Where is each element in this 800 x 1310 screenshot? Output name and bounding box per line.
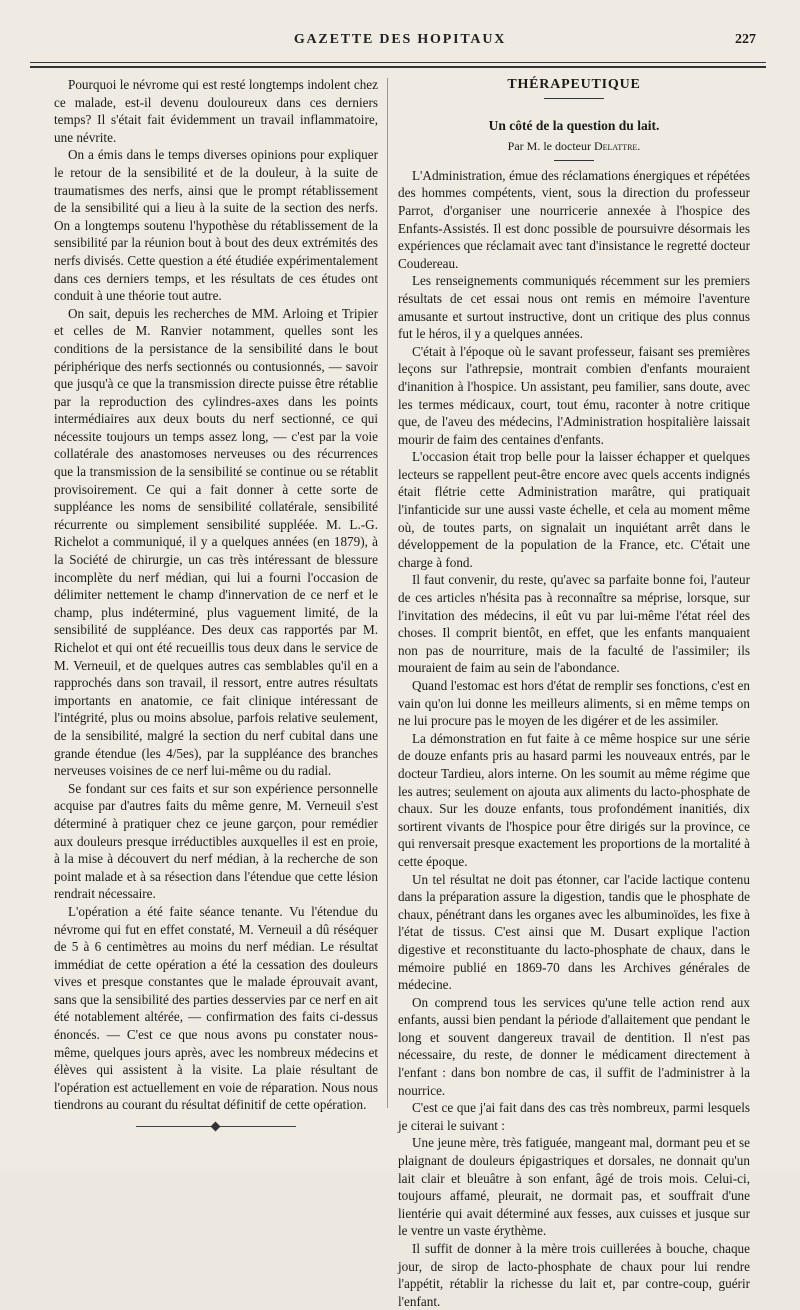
byline: [398, 138, 750, 156]
left-paragraph-2: On a émis dans le temps diverses opinions pour expliquer le retour de la sensibilité et de la douleur, à la suite de traumatismes des nerfs, ainsi que le prompt rétablissement de la sensibilité qui a lieu à la suite de la section des nerfs. On a longtemps soutenu l'hypothèse du rétablissement de la sensibilité par la réunion bout à bout des deux extrémités des nerfs divisés. Cette question a été étudiée expérimentalement dans ces derniers temps, et les résultats de ces études ont conduit à une théorie tout autre.: [54, 147, 378, 304]
right-paragraph-5: Il faut convenir, du reste, qu'avec sa parfaite bonne foi, l'auteur de ces articles n'hésita pas à reconnaître sa méprise, lorsque, sur l'invitation des médecins, il eût vu par lui-même l'état réel des choses. Il comprit bientôt, en effet, que les enfants manquaient non pas de nourriture, mais de la faculté de l'assimiler; ils mouraient de faim au sein de l'abondance.: [398, 572, 750, 676]
right-paragraph-9: On comprend tous les services qu'une telle action rend aux enfants, aussi bien pendant la période d'allaitement que pendant le long et souvent dangereux travail de dentition. Il n'est pas nécessaire, du reste, de donner le médicament directement à l'enfant : dans bon nombre de cas, il suffit de l'administrer à la nourrice.: [398, 994, 750, 1098]
section-title-rule: [544, 98, 604, 99]
left-column: [54, 76, 378, 1131]
right-paragraph-8: Un tel résultat ne doit pas étonner, car l'acide lactique contenu dans la préparation assure la digestion, tandis que le phosphate de chaux, pénétrant dans les organes avec les albuminoïdes, les fixe à l'état de tissus. C'est ainsi que M. Dusart explique l'action digestive et reconstituante du lacto-phosphate de chaux, dans le mémoire publié en 1869-70 dans les Archives générales de médecine.: [398, 871, 750, 993]
right-paragraph-11: Une jeune mère, très fatiguée, mangeant mal, dormant peu et se plaignant de douleurs épigastriques et dorsales, ne donnait qu'un lait clair et bleuâtre à son enfant, âgé de trois mois. Celui-ci, toujours affamé, pleurait, ne dormait pas, et souffrait d'une lientérie qui avait déterminé aux fesses, aux cuisses et jusque sur le ventre un vaste érythème.: [398, 1135, 750, 1239]
page-number: 227: [735, 32, 756, 47]
journal-title: GAZETTE DES HOPITAUX: [293, 32, 507, 47]
right-column: [398, 76, 750, 1310]
right-paragraph-10: C'est ce que j'ai fait dans des cas très nombreux, parmi lesquels je citerai le suivant :: [398, 1100, 750, 1133]
header-rule: [30, 62, 766, 68]
article-end-ornament: [136, 1126, 296, 1131]
right-paragraph-6: Quand l'estomac est hors d'état de remplir ses fonctions, c'est en vain qu'on lui donne les meilleurs aliments, si en même temps on ne lui procure pas le moyen de les digérer et de les assimiler.: [398, 678, 750, 729]
byline-rule: [554, 160, 594, 161]
article-title: Un côté de la question du lait.: [488, 117, 660, 133]
left-paragraph-4: Se fondant sur ces faits et sur son expérience personnelle acquise par d'autres faits du même genre, M. Verneuil s'est déterminé à pratiquer chez ce jeune garçon, pour remédier aux douleurs presque irréductibles auxquelles il est en proie, à la mise à découvert du nerf médian, à la recherche de son point malade et à sa résection dans l'étendue que cette lésion rendrait nécessaire.: [54, 780, 378, 902]
right-paragraph-7: La démonstration en fut faite à ce même hospice sur une série de douze enfants pris au hasard parmi les nouveaux entrés, par le docteur Tardieu, alors interne. On les soumit au même régime que les autres; seulement on ajouta aux aliments du lacto-phosphate de chaux. Sur les douze enfants, tous profondément inanitiés, dix sortirent vivants de l'hospice pour être dirigés sur la province, ce qui renversait presque exactement les proportions de la mortalité à cette époque.: [398, 730, 750, 869]
author-name: Delattre.: [593, 139, 641, 154]
right-paragraph-3: C'était à l'époque où le savant professeur, faisant ses premières leçons sur l'athrepsie, montrait combien d'enfants mouraient d'inanition à l'hospice. Un assistant, peu familier, sans doute, avec les termes médicaux, court, tout ému, raconter à notre critique que, de l'aveu des médecins, l'Administration hospitalière laissait mourir de faim des centaines d'enfants.: [398, 343, 750, 447]
page-header: [34, 30, 766, 52]
right-paragraph-12: Il suffit de donner à la mère trois cuillerées à bouche, chaque jour, de sirop de lacto-phosphate de chaux pour lui rendre l'appétit, rétablir la richesse du lait et, par contre-coup, guérir l'enfant.: [398, 1241, 750, 1309]
right-paragraph-1: L'Administration, émue des réclamations énergiques et répétées des hommes compétents, vient, sous la direction du professeur Parrot, d'organiser une nourricerie annexée à l'hospice des Enfants-Assistés. Il est donc possible de poursuivre désormais les expériences que réclamait avec tant d'insistance le regretté docteur Coudereau.: [398, 167, 750, 271]
left-paragraph-3: On sait, depuis les recherches de MM. Arloing et Tripier et celles de M. Ranvier notamment, quelles sont les conditions de la persistance de la sensibilité dans le bout périphérique des nerfs sectionnés ou contusionnés, — savoir que jusqu'à ce que la transmission directe puisse être rétablie par la reproduction des cylindres-axes dans les points intermédiaires aux deux bouts du nerf sectionné, ce qui nécessite toujours un temps assez long, — c'est par la voie collatérale des anastomoses nerveuses ou des récurrences que la transmission de la sensibilité se continue ou se rétablit provisoirement. Ce qui a fait donner à cette sorte de suppléance les noms de sensibilité collatérale, sensibilité récurrente ou simplement sensibilité suppléée. M. L.-G. Richelot a communiqué, il y a quelques années (en 1879), à la Société de chirurgie, un cas très intéressant de blessure incomplète du nerf médian, qui lui a fourni l'occasion de délimiter nettement le champ d'innervation de ce nerf et le champ, plus indéterminé, plus vaguement limité, de la sensibilité de suppléance. Des deux cas rapportés par M. Richelot et qui ont été recueillis tous deux dans le service de M. Verneuil, et de quelques autres cas semblables qu'il en a rapprochés dans son travail, il ressort, entre autres résultats importants en anatomie, ce fait clinique intéressant de l'intégrité, plus ou moins absolue, parfois relative seulement, de la sensibilité, malgré la section du nerf cubital dans une grande étendue (les 4/5es), par la suppléance des branches nerveuses voisines de ce nerf lui-même ou du radial.: [54, 305, 378, 779]
right-paragraph-4: L'occasion était trop belle pour la laisser échapper et quelques lecteurs se rappellent peut-être encore avec quels accents indignés était flétrie cette Administration marâtre, qui pratiquait l'infanticide sur une aussi vaste échelle, et cela au moment même où, de toutes parts, on signalait un inquiétant arrêt dans le développement de la population de la France, etc. C'était une charge à fond.: [398, 449, 750, 570]
column-divider: [387, 78, 388, 1108]
left-paragraph-1: Pourquoi le névrome qui est resté longtemps indolent chez ce malade, est-il devenu douloureux dans ces derniers temps? Il s'était fait évidemment un travail inflammatoire, une névrite.: [54, 77, 378, 145]
byline-prefix: Par M. le docteur: [507, 139, 591, 154]
left-paragraph-5: L'opération a été faite séance tenante. Vu l'étendue du névrome qui fut en effet constaté, M. Verneuil a dû réséquer de 5 à 6 centimètres au moins du nerf médian. Le résultat immédiat de cette opération a été la cessation des douleurs vives et presque constantes que le malade éprouvait avant, sans que la sensibilité des parties desservies par ce nerf en ait été notablement altérée, — confirmation des faits ci-dessus énoncés. — C'est ce que nous avons pu constater nous-même, quelques jours après, avec les nombreux médecins et élèves qui assistent à la visite. La plaie résultant de l'opération est actuellement en voie de réparation. Nous nous tiendrons au courant du résultat définitif de cette opération.: [54, 903, 378, 1113]
section-title: THÉRAPEUTIQUE: [507, 77, 641, 92]
right-paragraph-2: Les renseignements communiqués récemment sur les premiers résultats de cet essai nous ont remis en mémoire l'aventure amusante et surtout instructive, dont un critique des plus connus fut le héros, il y a quelques années.: [398, 273, 750, 342]
